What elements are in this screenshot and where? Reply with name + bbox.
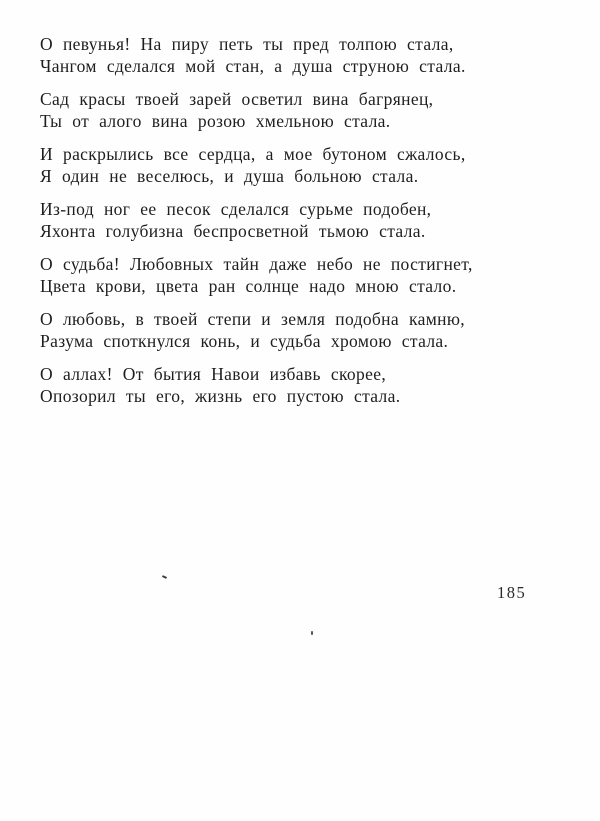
couplet-1 (40, 33, 570, 77)
scan-speck (162, 575, 167, 579)
poem-text (40, 33, 570, 418)
couplet-2 (40, 88, 570, 132)
poem-line: Яхонта голубизна беспросветной тьмою стала. (40, 221, 426, 241)
couplet-4 (40, 198, 570, 242)
couplet-6 (40, 308, 570, 352)
poem-line: Сад красы твоей зарей осветил вина багрянец, (40, 89, 434, 109)
poem-line: О любовь, в твоей степи и земля подобна камню, (40, 309, 465, 329)
page-number: 185 (497, 583, 527, 602)
poem-line: Разума споткнулся конь, и судьба хромою стала. (40, 331, 449, 351)
couplet-3 (40, 143, 570, 187)
scan-speck (311, 631, 313, 635)
couplet-5 (40, 253, 570, 297)
poem-line: О судьба! Любовных тайн даже небо не постигнет, (40, 254, 473, 274)
poem-line: И раскрылись все сердца, а мое бутоном сжалось, (40, 144, 466, 164)
poem-line: Я один не веселюсь, и душа больною стала. (40, 166, 419, 186)
poem-line: О аллах! От бытия Навои избавь скорее, (40, 364, 387, 384)
poem-line: О певунья! На пиру петь ты пред толпою стала, (40, 34, 454, 54)
couplet-7 (40, 363, 570, 407)
poem-line: Ты от алого вина розою хмельною стала. (40, 111, 391, 131)
poem-line: Из-под ног ее песок сделался сурьме подобен, (40, 199, 432, 219)
poem-line: Цвета крови, цвета ран солнце надо мною стало. (40, 276, 457, 296)
poem-line: Чангом сделался мой стан, а душа струною стала. (40, 56, 466, 76)
poem-line: Опозорил ты его, жизнь его пустою стала. (40, 386, 401, 406)
